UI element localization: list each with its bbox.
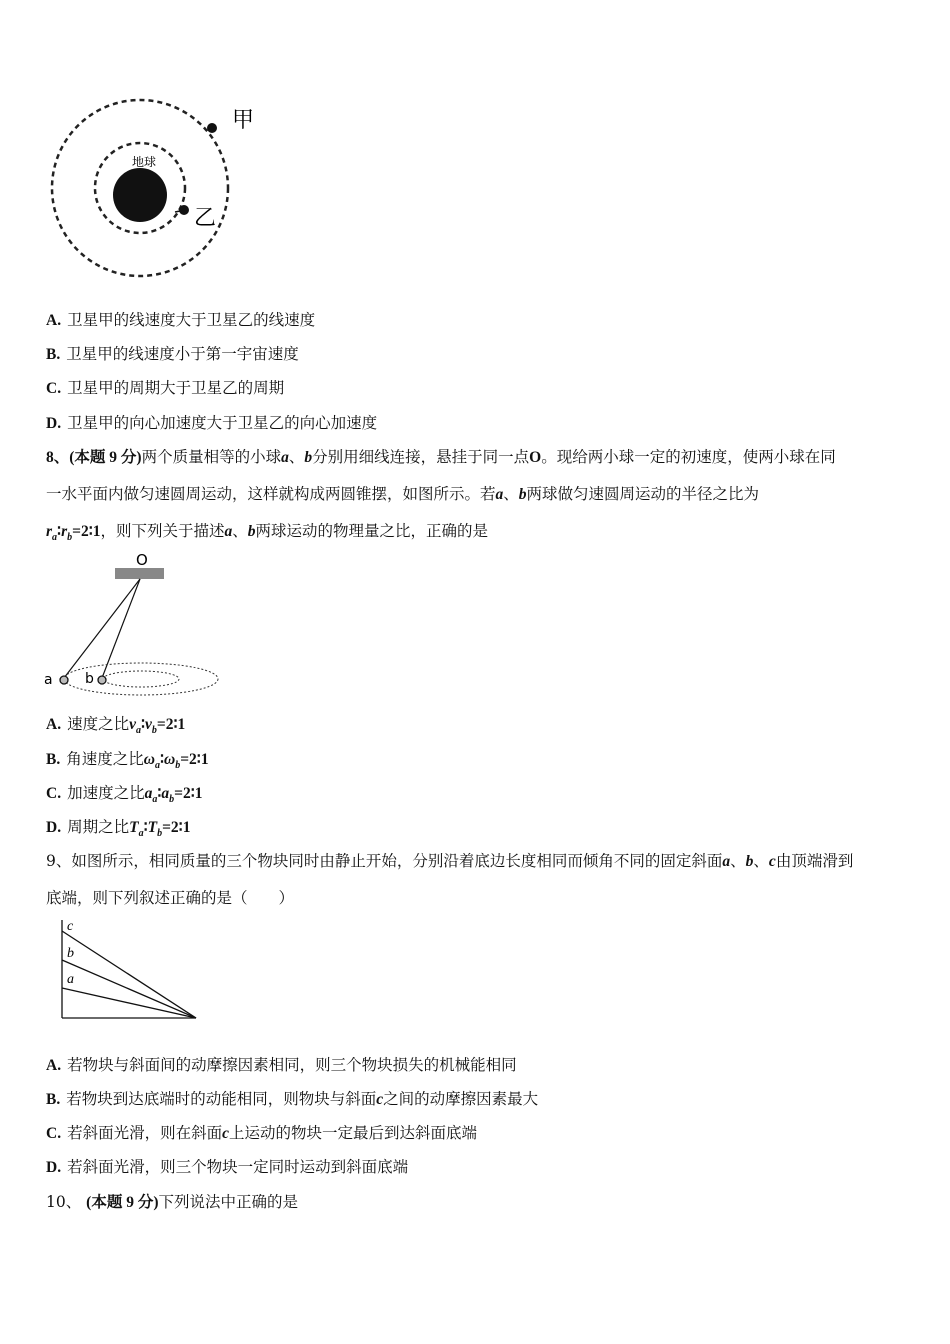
incline-label-c: c — [67, 919, 74, 934]
q8-stem-line3: $r_a∶r_b=2∶1$，则下列关于描述a、b两球运动的物理量之比，正确的是 — [46, 522, 489, 544]
ceiling-bar — [115, 568, 164, 579]
ball-a — [60, 676, 68, 684]
satellite-jia — [207, 123, 217, 133]
incline-figure — [55, 915, 215, 1025]
q7-option-a: A. 卫星甲的线速度大于卫星乙的线速度 — [46, 311, 316, 329]
q7-option-b: B. 卫星甲的线速度小于第一宇宙速度 — [46, 345, 299, 363]
q9-option-b: B. 若物块到达底端时的动能相同，则物块与斜面c之间的动摩擦因素最大 — [46, 1090, 539, 1108]
q9-option-c: C. 若斜面光滑，则在斜面c上运动的物块一定最后到达斜面底端 — [46, 1124, 477, 1142]
incline-label-b: b — [67, 946, 74, 961]
q8-option-d: D. 周期之比$T_a∶T_b=2∶1$ — [46, 818, 191, 840]
q8-stem-line1: 8、(本题 9 分)两个质量相等的小球a、b分别用细线连接，悬挂于同一点O。现给两小球一定的初速度，使两小球在同 — [46, 448, 836, 466]
orbit-b — [103, 671, 179, 687]
label-earth: 地球 — [132, 155, 157, 169]
q8-stem-line2: 一水平面内做匀速圆周运动，这样就构成两圆锥摆，如图所示。若a、b两球做匀速圆周运动的半径之比为 — [46, 485, 760, 503]
ball-b — [98, 676, 106, 684]
q8-option-a: A. 速度之比$v_a∶v_b=2∶1$ — [46, 715, 186, 737]
q9-stem-line1: 9、如图所示，相同质量的三个物块同时由静止开始，分别沿着底边长度相同而倾角不同的固定斜面a、b、c由顶端滑到 — [46, 852, 854, 870]
label-b: b — [85, 671, 94, 687]
label-yi: 乙 — [194, 206, 217, 231]
q8-option-b: B. 角速度之比$\omega_a∶\omega_b=2∶1$ — [46, 750, 209, 772]
satellite-yi — [179, 205, 189, 215]
satellite-orbit-figure — [50, 95, 290, 285]
q9-stem-line2: 底端，则下列叙述正确的是（ ） — [46, 889, 295, 907]
label-o: O — [136, 551, 148, 569]
label-jia: 甲 — [232, 108, 255, 133]
earth — [113, 168, 167, 222]
q9-option-a: A. 若物块与斜面间的动摩擦因素相同，则三个物块损失的机械能相同 — [46, 1056, 517, 1074]
q8-option-c: C. 加速度之比$a_a∶a_b=2∶1$ — [46, 784, 203, 806]
q7-option-d: D. 卫星甲的向心加速度大于卫星乙的向心加速度 — [46, 414, 378, 432]
q7-option-c: C. 卫星甲的周期大于卫星乙的周期 — [46, 379, 285, 397]
incline-label-a: a — [67, 972, 74, 987]
q9-option-d: D. 若斜面光滑，则三个物块一定同时运动到斜面底端 — [46, 1158, 409, 1176]
label-a: a — [44, 672, 53, 688]
q10-stem: 10、 (本题 9 分)下列说法中正确的是 — [46, 1193, 299, 1211]
conical-pendulum-figure — [40, 548, 230, 698]
